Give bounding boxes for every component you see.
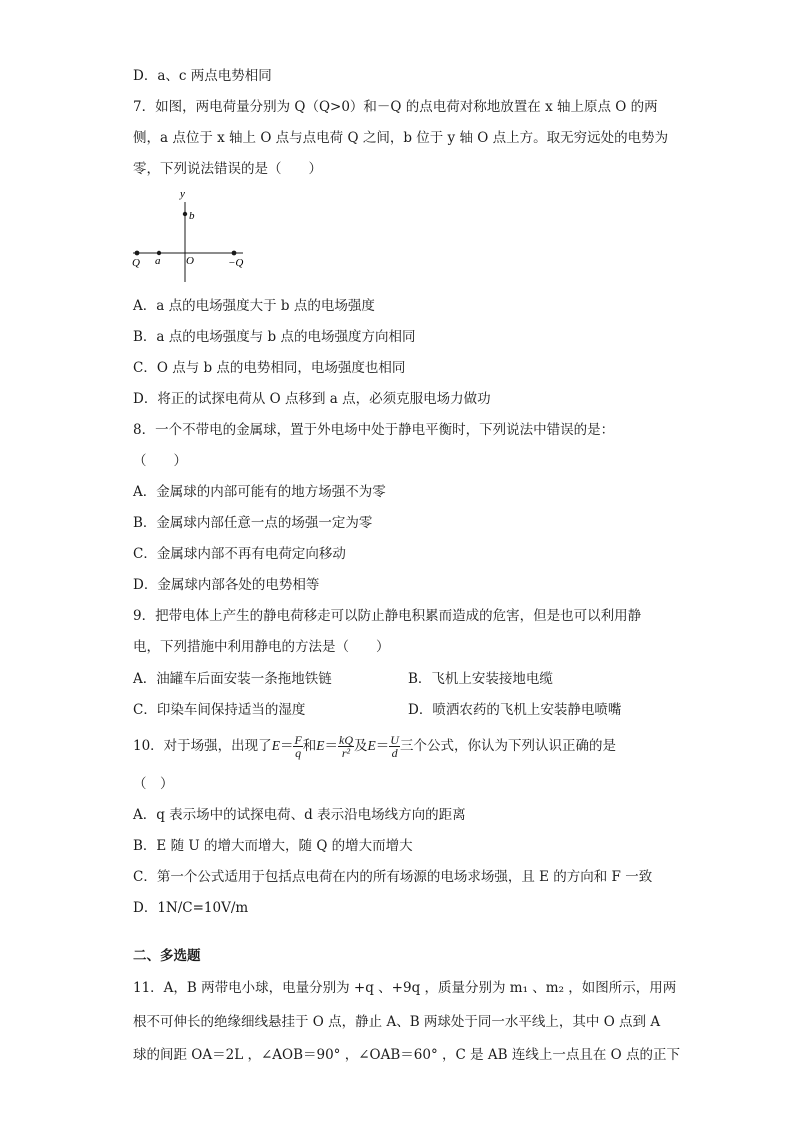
q7-option-d: D．将正的试探电荷从 O 点移到 a 点，必须克服电场力做功	[133, 391, 491, 407]
q7-option-a: A．a 点的电场强度大于 b 点的电场强度	[133, 298, 375, 314]
q9-option-b: B．飞机上安装接地电缆	[408, 671, 553, 687]
conjunction-and: 和	[302, 738, 317, 754]
point-a-label: a	[155, 255, 161, 267]
fraction-kq-over-r2	[338, 734, 354, 759]
q10-stem-line-2: （ ）	[133, 776, 174, 792]
conjunction-and-2: 及	[354, 738, 368, 754]
point-b-label: b	[189, 210, 195, 222]
q11-stem-line-3: 球的间距 OA＝2L ，∠AOB＝90° ，∠OAB＝60° ，C 是 AB 连线上一点且在 O 点的正下	[133, 1047, 681, 1063]
q10-option-c: C．第一个公式适用于包括点电荷在内的所有场源的电场求场强，且 E 的方向和 F 一致	[133, 869, 653, 885]
q7-stem-line-3: 零，下列说法错误的是（ ）	[133, 161, 322, 177]
q8-stem-line-1: 8．一个不带电的金属球，置于外电场中处于静电平衡时，下列说法中错误的是：	[133, 422, 615, 438]
formula-e-1: E	[271, 738, 280, 753]
q9-option-a: A．油罐车后面安装一条拖地铁链	[133, 671, 332, 687]
numerator-kq: kQ	[339, 733, 354, 747]
q7-option-b: B．a 点的电场强度与 b 点的电场强度方向相同	[133, 329, 416, 345]
q9-option-c: C．印染车间保持适当的湿度	[133, 702, 306, 718]
formula-e-3: E	[367, 738, 376, 753]
y-axis-label: y	[180, 188, 185, 200]
q11-stem-line-2: 根不可伸长的绝缘细线悬挂于 O 点，静止 A、B 两球处于同一水平线上，其中 O 点到 A	[133, 1014, 661, 1030]
denominator-d: d	[391, 746, 398, 760]
denominator-q: q	[295, 746, 302, 760]
charge-neg-q-label: −Q	[228, 257, 244, 269]
q8-option-c: C．金属球内部不再有电荷定向移动	[133, 546, 346, 562]
q7-stem-line-1: 7．如图，两电荷量分别为 Q（Q>0）和－Q 的点电荷对称地放置在 x 轴上原点 O 的两	[133, 99, 658, 115]
numerator-f: F	[294, 733, 302, 747]
q8-option-d: D．金属球内部各处的电势相等	[133, 577, 320, 593]
q8-option-b: B．金属球内部任意一点的场强一定为零	[133, 515, 373, 531]
q11-stem-line-1: 11．A，B 两带电小球，电量分别为 +q 、+9q ，质量分别为 m₁ 、m₂ ，如图所示，用两	[133, 980, 677, 996]
numerator-u: U	[390, 733, 399, 747]
q6-option-d: D．a、c 两点电势相同	[133, 68, 272, 84]
charge-q-label: Q	[132, 257, 140, 269]
q10-option-d: D．1N/C=10V/m	[133, 900, 249, 916]
q9-stem-line-2: 电，下列措施中利用静电的方法是（ ）	[133, 639, 390, 655]
q8-stem-line-2: （ ）	[133, 453, 187, 469]
point-b	[183, 212, 187, 216]
q10-option-a: A．q 表示场中的试探电荷、d 表示沿电场线方向的距离	[133, 807, 466, 823]
q7-stem-line-2: 侧，a 点位于 x 轴上 O 点与点电荷 Q 之间，b 位于 y 轴 O 点上方。取无穷远处的电势为	[133, 130, 669, 146]
fraction-f-over-q	[293, 734, 302, 759]
formula-eq-2: ＝	[324, 738, 339, 754]
q10-option-b: B．E 随 U 的增大而增大，随 Q 的增大而增大	[133, 838, 413, 854]
q9-option-d: D．喷洒农药的飞机上安装静电喷嘴	[408, 702, 622, 718]
q10-prefix: 10．对于场强，出现了	[133, 738, 272, 754]
section-title: 二、多选题	[133, 948, 201, 964]
q10-suffix: 三个公式，你认为下列认识正确的是	[399, 738, 616, 754]
charge-q	[135, 251, 140, 256]
q7-figure	[128, 184, 258, 284]
formula-eq-3: ＝	[375, 738, 390, 754]
q8-option-a: A．金属球的内部可能有的地方场强不为零	[133, 484, 386, 500]
formula-eq-1: ＝	[279, 738, 294, 754]
q7-option-c: C．O 点与 b 点的电势相同，电场强度也相同	[133, 360, 406, 376]
denominator-r2: r²	[341, 746, 351, 760]
charge-neg-q	[232, 251, 237, 256]
q10-stem-line-1	[133, 729, 616, 763]
formula-e-2: E	[316, 738, 325, 753]
origin-label: O	[186, 255, 194, 267]
q9-stem-line-1: 9．把带电体上产生的静电荷移走可以防止静电积累而造成的危害，但是也可以利用静	[133, 608, 642, 624]
fraction-u-over-d	[389, 734, 400, 759]
